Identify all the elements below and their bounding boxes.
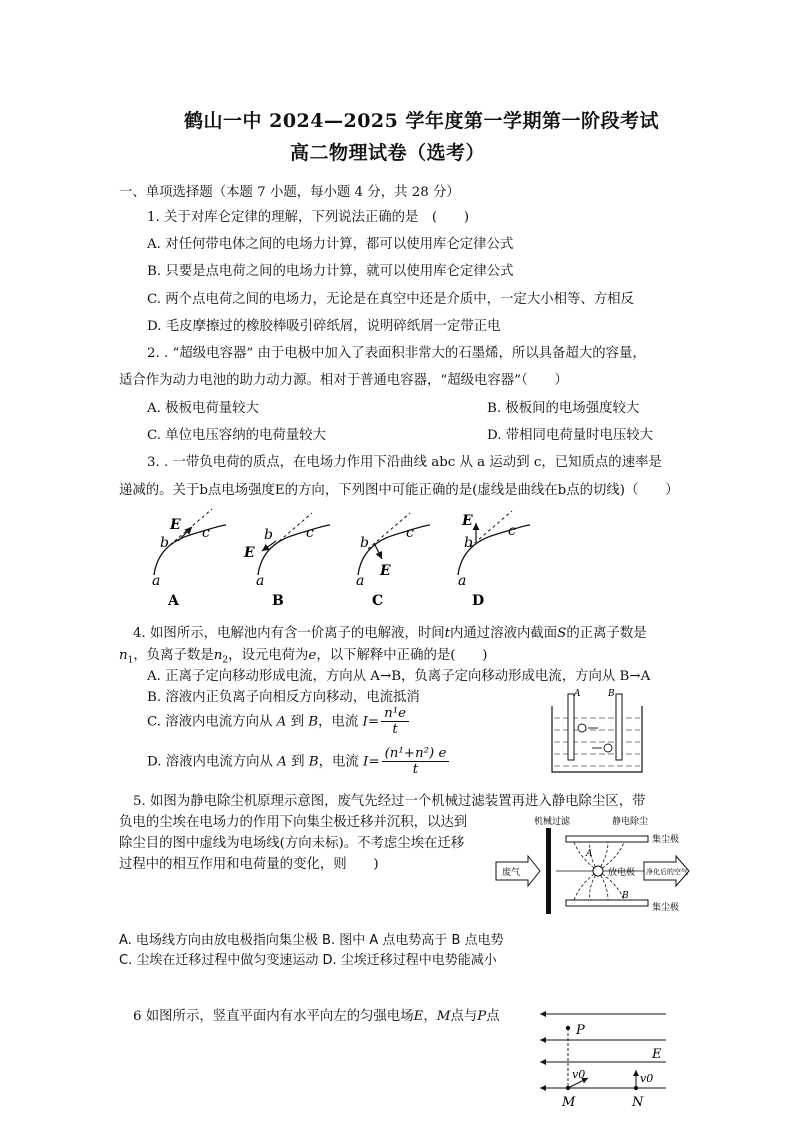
q1-option-d: D. 毛皮摩擦过的橡胶棒吸引碎纸屑，说明碎纸屑一定带正电 xyxy=(147,319,501,334)
q2-option-b: B. 极板间的电场强度较大 xyxy=(487,401,640,416)
q2-stem-line2: 适合作为动力电池的助力动力源。相对于普通电容器，“超级电容器”（ ） xyxy=(119,373,568,388)
q2-option-c: C. 单位电压容纳的电荷量较大 xyxy=(147,428,326,443)
q3-figure-c xyxy=(356,513,430,609)
q5-label-mech-filter: 机械过滤 xyxy=(534,817,571,827)
q3-figure-a xyxy=(152,509,226,609)
q3d-caption: D xyxy=(472,593,485,609)
q5-label-collector-bottom: 集尘极 xyxy=(652,903,680,913)
section-heading: 一、单项选择题（本题 7 小题，每小题 4 分，共 28 分） xyxy=(119,185,460,200)
q4-stem-line2: $n_1$，负离子数是$n_2$，设元电荷为e，以下解释中正确的是( ) xyxy=(119,648,488,666)
q5-label-b: B xyxy=(622,891,629,901)
q3a-label-c: c xyxy=(202,525,210,541)
q6-stem: 6 如图所示，竖直平面内有水平向左的匀强电场E，M点与P点 xyxy=(133,1009,500,1024)
q3a-label-e: E xyxy=(170,517,181,533)
q3c-label-b: b xyxy=(360,535,369,551)
q5-label-discharge: 放电极 xyxy=(608,868,636,878)
q4-option-c: C. 溶液内电流方向从 A 到 B，电流 I= $\frac{\text{n¹e}}{t}$ xyxy=(147,706,409,738)
q4-electrolytic-cell-figure xyxy=(548,686,648,776)
q6-label-m: M xyxy=(562,1095,576,1110)
q3b-label-a: a xyxy=(256,573,265,589)
q5-stem-line2: 负电的尘埃在电场力的作用下向集尘极迁移并沉积，以达到 xyxy=(119,815,468,830)
q1-option-a: A. 对任何带电体之间的电场力计算，都可以使用库仑定律公式 xyxy=(147,237,514,252)
q3-figures xyxy=(140,505,540,615)
q3c-caption: C xyxy=(372,593,384,609)
q5-label-a: A xyxy=(586,849,593,859)
q3c-label-e: E xyxy=(380,563,391,579)
q3d-label-b: b xyxy=(464,535,473,551)
q5-options-line2: C. 尘埃在迁移过程中做匀变速运动 D. 尘埃迁移过程中电势能减小 xyxy=(119,953,497,968)
q3a-label-b: b xyxy=(160,535,169,551)
q3-stem-line2: 递减的。关于b点电场强度E的方向，下列图中可能正确的是(虚线是曲线在b点的切线)（ ） xyxy=(119,483,679,498)
q1-option-b: B. 只要是点电荷之间的电场力计算，就可以使用库仑定律公式 xyxy=(147,264,514,279)
q1-option-c: C. 两个点电荷之间的电场力，无论是在真空中还是介质中，一定大小相等、方相反 xyxy=(147,292,634,307)
exam-title: 鹤山一中 2024—2025 学年度第一学期第一阶段考试 xyxy=(184,110,659,132)
q4-fig-label-b: B xyxy=(608,689,615,699)
q3b-label-e: E xyxy=(244,545,255,561)
q4-option-b: B. 溶液内正负离子向相反方向移动，电流抵消 xyxy=(147,690,420,705)
q3c-label-c: c xyxy=(406,525,414,541)
q3b-label-b: b xyxy=(264,527,273,543)
q5-stem-line1: 5. 如图为静电除尘机原理示意图，废气先经过一个机械过滤装置再进入静电除尘区，带 xyxy=(133,794,646,809)
q4-fig-label-a: A xyxy=(574,689,581,699)
q3b-label-c: c xyxy=(306,525,314,541)
q5-stem-line3: 除尘目的图中虚线为电场线(方向未标)。不考虑尘埃在迁移 xyxy=(119,836,465,851)
q6-label-n: N xyxy=(632,1095,644,1110)
q3-figure-b xyxy=(243,513,330,609)
q6-label-v0-right: v0 xyxy=(640,1072,654,1085)
q3c-label-a: a xyxy=(356,573,365,589)
q3b-caption: B xyxy=(272,593,284,609)
q3d-label-c: c xyxy=(508,523,516,539)
q3a-caption: A xyxy=(168,593,179,609)
exam-subtitle: 高二物理试卷（选考） xyxy=(290,142,486,164)
q5-stem-line4: 过程中的相互作用和电荷量的变化，则 ) xyxy=(119,857,379,872)
q6-label-v0-left: v0 xyxy=(572,1068,586,1081)
q3-figure-d xyxy=(458,511,530,609)
q2-stem-line1: 2. . “超级电容器” 由于电极中加入了表面积非常大的石墨烯，所以具备超大的容量， xyxy=(147,346,646,361)
q6-label-p: P xyxy=(576,1023,585,1038)
q5-label-waste-gas: 废气 xyxy=(502,868,521,878)
q1-stem: 1. 关于对库仑定律的理解，下列说法正确的是 ( ) xyxy=(147,210,470,225)
q3d-label-e: E xyxy=(462,513,473,529)
q4-option-a: A. 正离子定向移动形成电流，方向从 A→B，负离子定向移动形成电流，方向从 B→A xyxy=(147,669,651,684)
q3-stem-line1: 3. . 一带负电荷的质点，在电场力作用下沿曲线 abc 从 a 运动到 c，已知质点的速率是 xyxy=(147,455,662,470)
q4-stem-line1: 4. 如图所示，电解池内有含一价离子的电解液，时间t内通过溶液内截面S的正离子数是 xyxy=(133,626,647,641)
q5-label-clean-air: 净化后的空气 xyxy=(646,868,688,876)
q5-label-esp: 静电除尘 xyxy=(612,817,649,827)
q6-field-figure xyxy=(532,1006,672,1120)
q3d-label-a: a xyxy=(458,573,467,589)
q5-precipitator-figure xyxy=(494,814,690,918)
q6-label-e: E xyxy=(652,1047,662,1062)
q4-option-d: D. 溶液内电流方向从 A 到 B，电流 I= $\frac{\text{(n¹+n²) e}}{t}$ xyxy=(147,746,449,778)
q5-options-line1: A. 电场线方向由放电极指向集尘极 B. 图中 A 点电势高于 B 点电势 xyxy=(119,933,504,948)
q5-label-collector-top: 集尘极 xyxy=(652,835,680,845)
q3a-label-a: a xyxy=(152,573,161,589)
q2-option-d: D. 带相同电荷量时电压较大 xyxy=(487,428,654,443)
q2-option-a: A. 极板电荷量较大 xyxy=(147,401,259,416)
